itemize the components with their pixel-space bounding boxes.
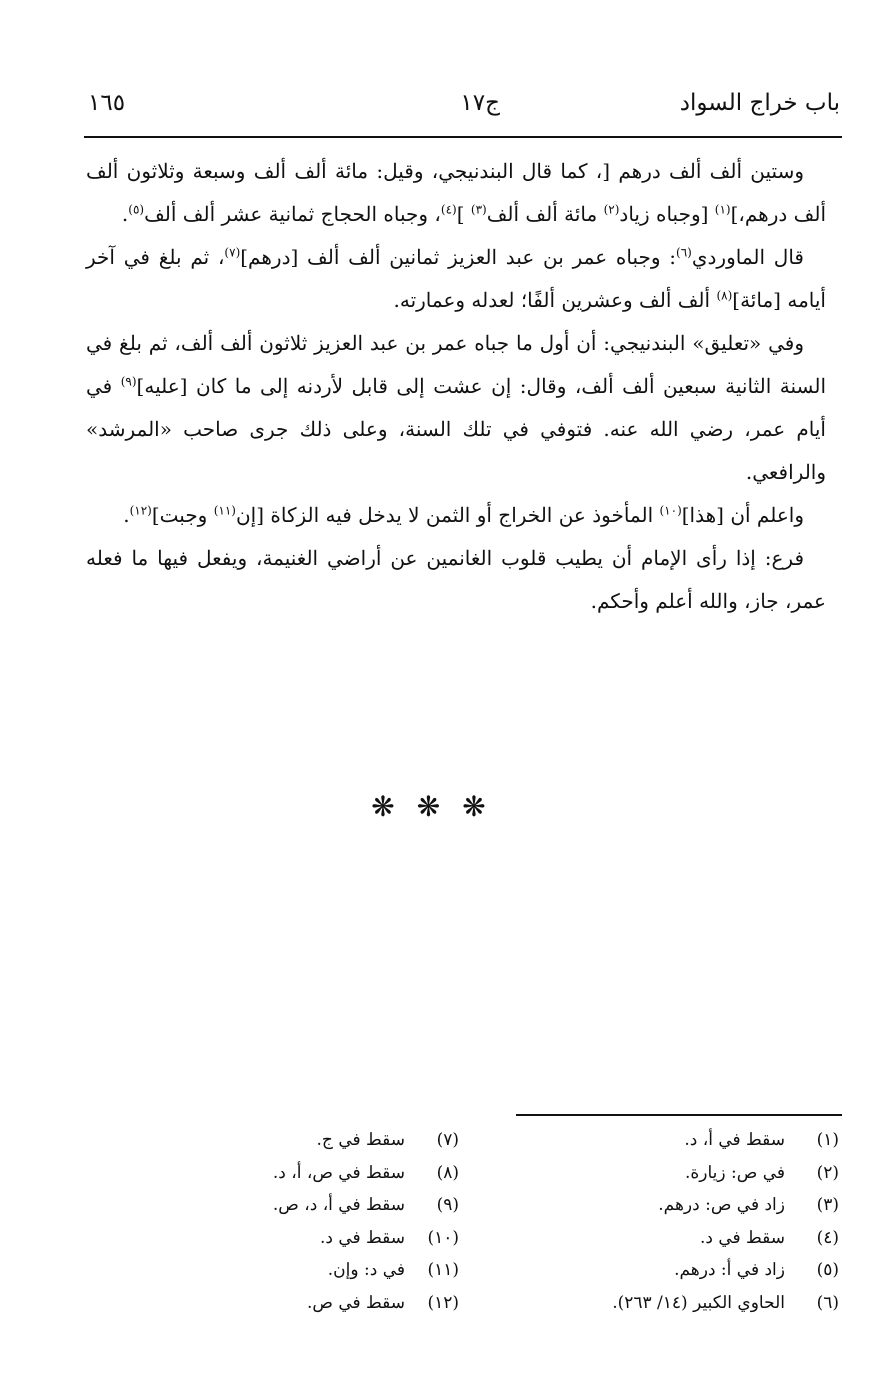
footnote-ref: (١٢): [129, 503, 152, 518]
footnote-text: زاد في ص: درهم.: [658, 1195, 785, 1215]
paragraph: [86, 322, 826, 494]
text-run: : وجباه عمر بن عبد العزيز ثمانين ألف ألف [درهم]: [240, 245, 677, 269]
paragraph: [86, 150, 826, 236]
footnote-item: [139, 1254, 459, 1287]
text-run: .: [123, 503, 130, 527]
footnote-item: [519, 1287, 839, 1320]
footnote-item: [139, 1157, 459, 1190]
paragraph: [86, 236, 826, 322]
footnote-number: (١٢): [427, 1292, 459, 1313]
volume-label: ج١٧: [460, 90, 500, 116]
footnote-number: (٦): [816, 1292, 839, 1313]
text-run: ]: [456, 202, 471, 226]
footnotes-left-column: [139, 1124, 459, 1319]
footnote-item: [139, 1287, 459, 1320]
text-run: المأخوذ عن الخراج أو الثمن لا يدخل فيه الزكاة [إن: [235, 503, 660, 527]
footnote-ref: (٣): [470, 202, 487, 217]
text-run: ألف ألف وعشرين ألفًا؛ لعدله وعمارته.: [393, 288, 717, 312]
footnote-ref: (١١): [213, 503, 236, 518]
footnote-item: [139, 1124, 459, 1157]
footnote-number: (٤): [816, 1227, 839, 1248]
footnote-item: [519, 1189, 839, 1222]
footnote-ref: (١): [714, 202, 731, 217]
footnote-number: (٣): [816, 1195, 839, 1215]
footnote-text: سقط في ص.: [306, 1292, 405, 1313]
footnote-text: الحاوي الكبير (١٤/ ٢٦٣).: [612, 1292, 785, 1313]
running-header: [88, 86, 840, 130]
footnote-text: سقط في أ، د، ص.: [272, 1195, 405, 1215]
footnote-text: سقط في د.: [319, 1227, 405, 1248]
footnote-number: (١٠): [427, 1227, 459, 1248]
footnote-text: سقط في أ، د.: [684, 1130, 785, 1150]
footnote-item: [139, 1222, 459, 1255]
footnote-item: [519, 1124, 839, 1157]
page-number: ١٦٥: [88, 90, 126, 116]
footnote-number: (١١): [427, 1260, 459, 1280]
text-run: فرع: إذا رأى الإمام أن يطيب قلوب الغانمين عن أراضي الغنيمة، ويفعل فيها ما فعله عمر، جاز، والله أعلم وأحكم.: [86, 546, 826, 613]
text-run: وجبت]: [151, 503, 214, 527]
footnote-item: [139, 1189, 459, 1222]
text-run: وفي «تعليق» البندنيجي: أن أول ما جباه عمر بن عبد العزيز ثلاثون ألف ألف، ثم بلغ في السنة الثانية سبعين ألف ألف، وقال: إن عشت إلى قابل لأردنه إلى ما كان [عليه]: [86, 331, 826, 398]
footnote-number: (١): [816, 1130, 839, 1150]
main-text: [86, 150, 826, 623]
footnotes-right-column: [519, 1124, 839, 1319]
footnote-number: (٨): [436, 1162, 459, 1183]
section-separator: ❋❋❋: [371, 790, 508, 823]
paragraph: [86, 537, 826, 623]
footnote-text: زاد في أ: درهم.: [674, 1260, 785, 1280]
footnote-ref: (٥): [128, 202, 145, 217]
footnote-number: (٢): [816, 1162, 839, 1183]
text-run: ، ثم بلغ في آخر أيامه [مائة]: [86, 245, 826, 312]
footnote-ref: (٢): [603, 202, 620, 217]
footnote-text: سقط في ج.: [316, 1130, 405, 1150]
header-rule: [84, 136, 842, 138]
text-run: [وجباه زياد: [619, 202, 715, 226]
footnote-number: (٥): [816, 1260, 839, 1280]
footnote-item: [519, 1254, 839, 1287]
footnote-item: [519, 1157, 839, 1190]
footnote-text: سقط في ص، أ، د.: [272, 1162, 405, 1183]
chapter-title: باب خراج السواد: [679, 90, 840, 116]
footnote-number: (٩): [436, 1195, 459, 1215]
text-run: وستين ألف ألف درهم [، كما قال البندنيجي، وقيل: مائة ألف ألف وسبعة وثلاثون ألف ألف درهم،]: [86, 159, 826, 226]
footnote-ref: (٨): [716, 288, 733, 303]
footnote-ref: (٦): [676, 245, 692, 260]
footnote-text: في ص: زيارة.: [684, 1162, 785, 1183]
footnote-ref: (٧): [224, 245, 241, 260]
footnote-ref: (٤): [440, 202, 457, 217]
text-run: قال الماوردي: [691, 245, 804, 269]
footnote-rule: [516, 1114, 842, 1116]
text-run: ، وجباه الحجاج ثمانية عشر ألف ألف: [144, 202, 441, 226]
footnote-number: (٧): [436, 1130, 459, 1150]
footnote-ref: (٩): [120, 374, 137, 389]
footnote-item: [519, 1222, 839, 1255]
text-run: واعلم أن [هذا]: [681, 503, 804, 527]
footnote-text: في د: وإن.: [327, 1260, 405, 1280]
paragraph: [86, 494, 826, 537]
footnote-text: سقط في د.: [699, 1227, 785, 1248]
text-run: مائة ألف ألف: [486, 202, 604, 226]
text-run: .: [121, 202, 129, 226]
text-run: في أيام عمر، رضي الله عنه. فتوفي في تلك السنة، وعلى ذلك جرى صاحب «المرشد» والرافعي.: [86, 374, 826, 484]
footnote-ref: (١٠): [659, 503, 682, 518]
